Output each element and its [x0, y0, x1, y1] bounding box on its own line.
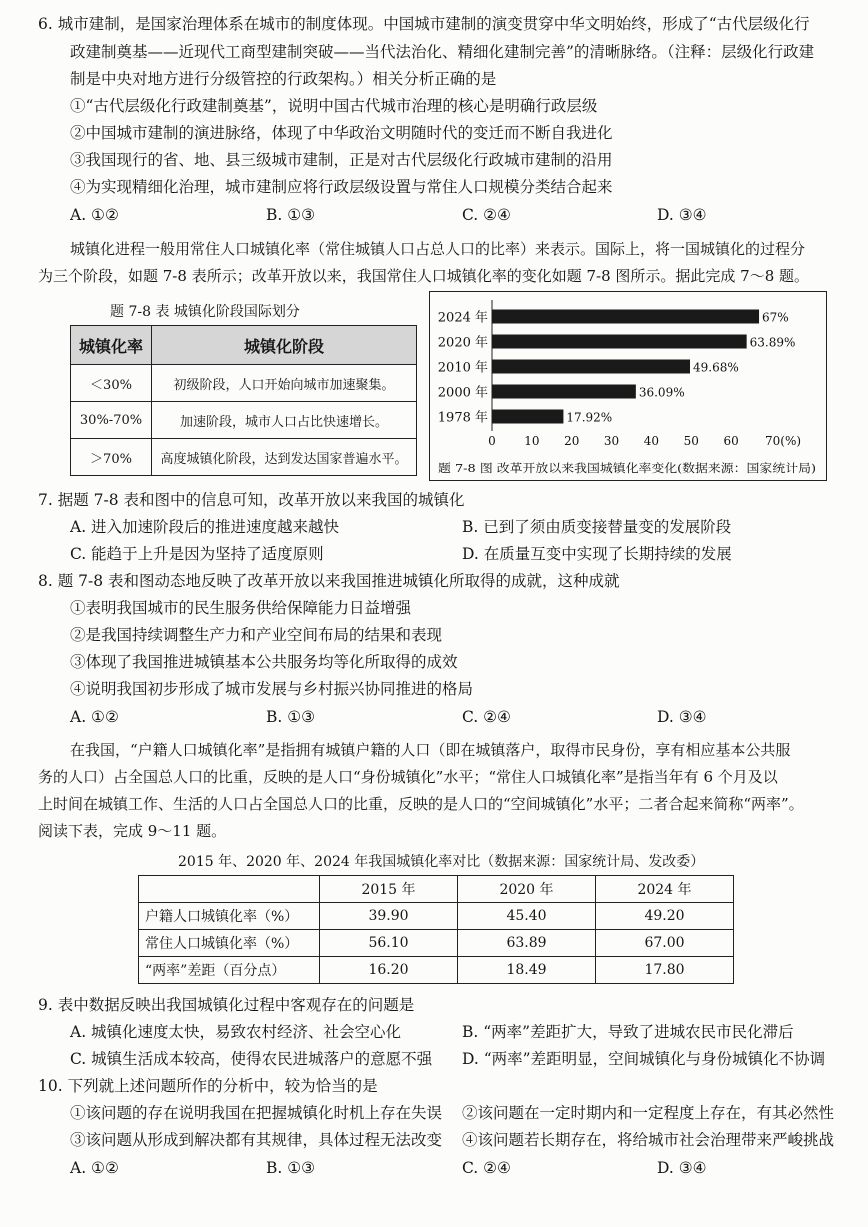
- bar: [492, 360, 690, 374]
- intro-9-11-line2: 务的人口）占全国总人口的比重，反映的是人口“身份城镇化”水平；“常住人口城镇化率”是指当年有 6 个月及以: [38, 768, 778, 786]
- q8-option-c: C. ②④: [462, 708, 511, 726]
- x-tick-label: 70(%): [765, 434, 802, 448]
- category-label: 2020 年: [437, 335, 488, 351]
- table-row: [139, 957, 734, 984]
- category-label: 2024 年: [437, 310, 488, 326]
- table1-header-rate: 城镇化率: [71, 326, 152, 365]
- q6-option-b: B. ①③: [266, 206, 316, 224]
- table2-row-label: 常住人口城镇化率（%）: [139, 930, 320, 957]
- q6-statement-4: ④为实现精细化治理，城市建制应将行政层级设置与常住人口规模分类结合起来: [70, 178, 613, 196]
- table1-rate-cell: ＜30%: [71, 365, 152, 402]
- table2-cell: 63.89: [458, 930, 596, 957]
- q10-option-b: B. ①③: [266, 1159, 316, 1177]
- urbanization-comparison-table: [138, 875, 734, 984]
- q6-statement-3: ③我国现行的省、地、县三级城市建制，正是对古代层级化行政城市建制的沿用: [70, 151, 613, 169]
- table1-rate-cell: 30%-70%: [71, 402, 152, 439]
- q7-stem: 7. 据题 7-8 表和图中的信息可知，改革开放以来我国的城镇化: [38, 491, 465, 509]
- table-row: [139, 903, 734, 930]
- q10-stem: 10. 下列就上述问题所作的分析中，较为恰当的是: [38, 1077, 378, 1095]
- q9-option-c: C. 城镇生活成本较高，使得农民进城落户的意愿不强: [70, 1050, 433, 1068]
- q10-statement-4: ④该问题若长期存在，将给城市社会治理带来严峻挑战: [462, 1131, 835, 1149]
- x-tick-label: 0: [488, 434, 496, 448]
- intro-7-8-line2: 为三个阶段，如题 7-8 表所示；改革开放以来，我国常住人口城镇化率的变化如题 7-8 图所示。据此完成 7～8 题。: [38, 267, 810, 285]
- q6-option-d: D. ③④: [657, 206, 707, 224]
- q9-option-b: B. “两率”差距扩大，导致了进城农民市民化滞后: [462, 1023, 794, 1041]
- table2-cell: 18.49: [458, 957, 596, 984]
- category-label: 2000 年: [437, 385, 488, 401]
- table1-header-stage: 城镇化阶段: [152, 326, 417, 365]
- table2-header-2024: 2024 年: [596, 876, 734, 903]
- q6-option-a: A. ①②: [70, 206, 119, 224]
- urbanization-rate-chart: [429, 291, 827, 481]
- bar: [492, 335, 747, 349]
- bar: [492, 310, 759, 324]
- x-tick-label: 20: [564, 434, 580, 448]
- q8-statement-3: ③体现了我国推进城镇基本公共服务均等化所取得的成效: [70, 653, 458, 671]
- q6-stem-line2: 政建制奠基——近现代工商型建制突破——当代法治化、精细化建制完善”的清晰脉络。（注释：层级化行政建: [70, 43, 815, 61]
- value-label: 63.89%: [749, 335, 796, 350]
- table2-cell: 45.40: [458, 903, 596, 930]
- value-label: 67%: [762, 310, 789, 325]
- value-label: 17.92%: [566, 410, 613, 425]
- q10-option-c: C. ②④: [462, 1159, 511, 1177]
- q8-statement-2: ②是我国持续调整生产力和产业空间布局的结果和表现: [70, 626, 443, 644]
- table-row: [71, 439, 417, 476]
- q8-option-b: B. ①③: [266, 708, 316, 726]
- q7-option-c: C. 能趋于上升是因为坚持了适度原则: [70, 545, 324, 563]
- table2-cell: 67.00: [596, 930, 734, 957]
- x-tick-label: 50: [683, 434, 699, 448]
- q9-option-d: D. “两率”差距明显，空间城镇化与身份城镇化不协调: [462, 1050, 826, 1068]
- bar: [492, 385, 636, 399]
- x-tick-label: 40: [643, 434, 660, 448]
- value-label: 36.09%: [638, 385, 685, 400]
- table2-cell: 49.20: [596, 903, 734, 930]
- bar: [492, 410, 563, 424]
- intro-7-8-line1: 城镇化进程一般用常住人口城镇化率（常住城镇人口占总人口的比率）来表示。国际上，将一国城镇化的过程分: [70, 240, 806, 258]
- q10-statement-2: ②该问题在一定时期内和一定程度上存在，有其必然性: [462, 1104, 835, 1122]
- x-tick-label: 60: [723, 434, 739, 448]
- x-tick-label: 10: [524, 434, 540, 448]
- chart-svg: [430, 292, 826, 480]
- q8-statement-4: ④说明我国初步形成了城市发展与乡村振兴协同推进的格局: [70, 680, 474, 698]
- table2-header-2015: 2015 年: [320, 876, 458, 903]
- q8-option-a: A. ①②: [70, 708, 119, 726]
- intro-9-11-line1: 在我国，“户籍人口城镇化率”是指拥有城镇户籍的人口（即在城镇落户，取得市民身份，享有相应基本公共服: [70, 741, 791, 759]
- urbanization-stage-table: [70, 325, 417, 476]
- q10-statement-3: ③该问题从形成到解决都有其规律，具体过程无法改变: [70, 1131, 443, 1149]
- table1-rate-cell: ＞70%: [71, 439, 152, 476]
- q8-stem: 8. 题 7-8 表和图动态地反映了改革开放以来我国推进城镇化所取得的成就，这种成就: [38, 572, 620, 590]
- q6-stem-line1: 6. 城市建制，是国家治理体系在城市的制度体现。中国城市建制的演变贯穿中华文明始终，形成了“古代层级化行: [38, 15, 810, 33]
- intro-9-11-line3: 上时间在城镇工作、生活的人口占全国总人口的比重，反映的是人口的“空间城镇化”水平；二者合起来简称“两率”。: [38, 795, 804, 813]
- q10-option-a: A. ①②: [70, 1159, 119, 1177]
- value-label: 49.68%: [693, 360, 739, 375]
- intro-9-11-line4: 阅读下表，完成 9～11 题。: [38, 822, 227, 840]
- x-tick-label: 30: [603, 434, 620, 448]
- table2-cell: 16.20: [320, 957, 458, 984]
- q6-statement-1: ①“古代层级化行政建制奠基”，说明中国古代城市治理的核心是明确行政层级: [70, 97, 598, 115]
- q6-option-c: C. ②④: [462, 206, 511, 224]
- table1-stage-cell: 初级阶段，人口开始向城市加速聚集。: [152, 365, 417, 402]
- table2-row-label: 户籍人口城镇化率（%）: [139, 903, 320, 930]
- table2-header-empty: [139, 876, 320, 903]
- table-row: [71, 365, 417, 402]
- table1-stage-cell: 加速阶段，城市人口占比快速增长。: [152, 402, 417, 439]
- q7-option-a: A. 进入加速阶段后的推进速度越来越快: [70, 518, 340, 536]
- table1-caption: 题 7-8 表 城镇化阶段国际划分: [110, 304, 300, 320]
- category-label: 2010 年: [437, 360, 488, 376]
- q10-option-d: D. ③④: [657, 1159, 707, 1177]
- q6-statement-2: ②中国城市建制的演进脉络，体现了中华政治文明随时代的变迁而不断自我进化: [70, 124, 613, 142]
- q7-option-b: B. 已到了须由质变接替量变的发展阶段: [462, 518, 732, 536]
- table1-stage-cell: 高度城镇化阶段，达到发达国家普遍水平。: [152, 439, 417, 476]
- q9-stem: 9. 表中数据反映出我国城镇化过程中客观存在的问题是: [38, 996, 415, 1014]
- table2-cell: 17.80: [596, 957, 734, 984]
- q9-option-a: A. 城镇化速度太快，易致农村经济、社会空心化: [70, 1023, 402, 1041]
- q10-statement-1: ①该问题的存在说明我国在把握城镇化时机上存在失误: [70, 1104, 443, 1122]
- q8-option-d: D. ③④: [657, 708, 707, 726]
- table-row: [139, 930, 734, 957]
- category-label: 1978 年: [437, 410, 488, 426]
- table2-row-label: “两率”差距（百分点）: [139, 957, 320, 984]
- q8-statement-1: ①表明我国城市的民生服务供给保障能力日益增强: [70, 599, 412, 617]
- table2-cell: 56.10: [320, 930, 458, 957]
- chart-title: 题 7-8 图 改革开放以来我国城镇化率变化(数据来源：国家统计局): [438, 461, 816, 475]
- table2-header-2020: 2020 年: [458, 876, 596, 903]
- table-row: [71, 402, 417, 439]
- q6-stem-line3: 制是中央对地方进行分级管控的行政架构。）相关分析正确的是: [70, 70, 497, 88]
- table2-cell: 39.90: [320, 903, 458, 930]
- table2-caption: 2015 年、2020 年、2024 年我国城镇化率对比（数据来源：国家统计局、发改委）: [178, 854, 705, 870]
- q7-option-d: D. 在质量互变中实现了长期持续的发展: [462, 545, 732, 563]
